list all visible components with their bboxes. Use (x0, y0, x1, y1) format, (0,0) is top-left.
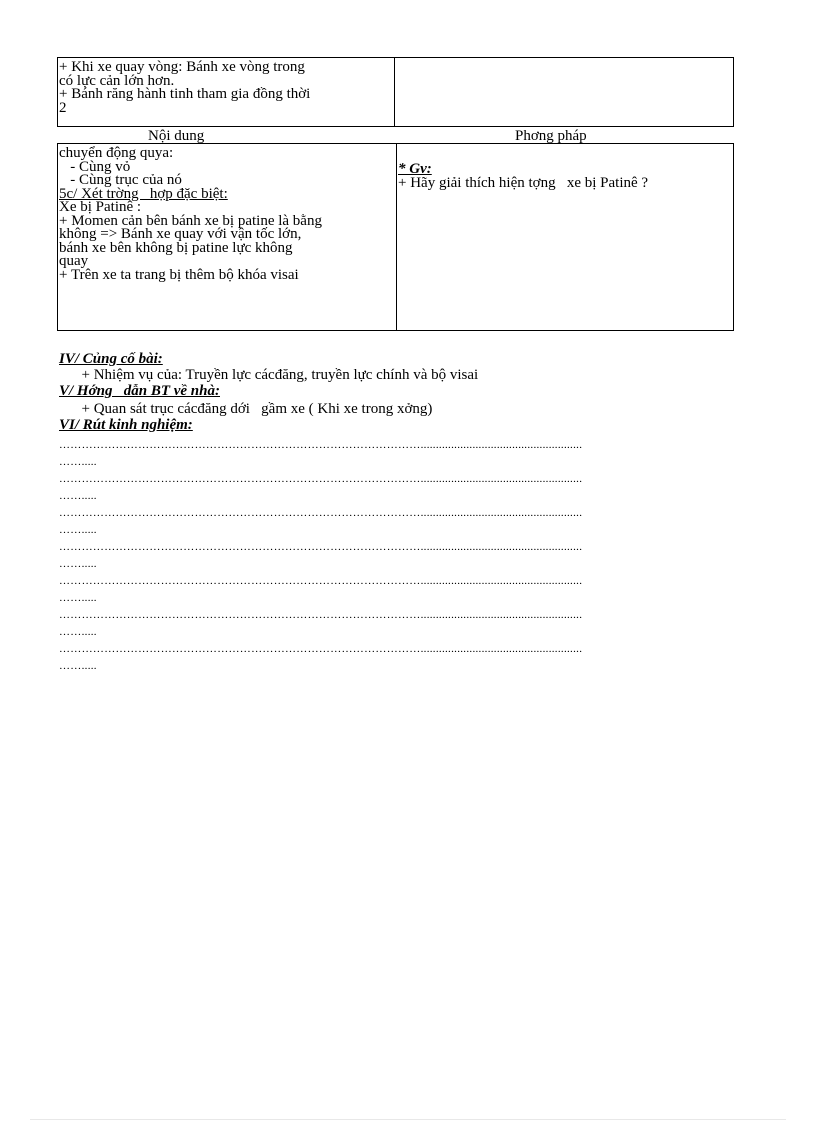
section-v-text: + Quan sát trục cácđăng dới gầm xe ( Khi xe trong xởng) (59, 401, 433, 417)
content-right-text (398, 163, 733, 190)
continuation-right-cell (395, 58, 733, 126)
content-left-cell (58, 144, 397, 330)
page-bottom-divider (30, 1119, 786, 1120)
note-line: ……………………………………………………………………………………..................................................... (59, 474, 583, 485)
note-line: ……………………………………………………………………………………..................................................... (59, 508, 583, 519)
text-line: có lực cản lớn hơn. (59, 72, 175, 89)
text-line: + Trên xe ta trang bị thêm bộ khóa visai (59, 266, 299, 283)
continuation-table (57, 57, 734, 127)
section-iv-text: + Nhiệm vụ của: Truyền lực cácđăng, truyền lực chính và bộ visai (59, 367, 479, 383)
note-line-short: ……..... (59, 559, 97, 570)
text-line: Xe bị Patinê : (59, 199, 142, 215)
note-line-short: ……..... (59, 525, 97, 536)
note-line: ……………………………………………………………………………………..................................................... (59, 542, 583, 553)
note-line-short: ……..... (59, 457, 97, 468)
note-line-short: ……..... (59, 661, 97, 672)
header-noi-dung: Nội dung (148, 128, 205, 144)
text-line: - Cùng vỏ (59, 158, 131, 175)
teacher-label: * Gv: (398, 161, 432, 177)
text-line: chuyển động quya: (59, 145, 174, 161)
note-line: ……………………………………………………………………………………..................................................... (59, 610, 583, 621)
subsection-heading: 5c/ Xét trờng hợp đặc biệt: (59, 185, 228, 202)
note-line: ……………………………………………………………………………………..................................................... (59, 644, 583, 655)
note-line: ……………………………………………………………………………………..................................................... (59, 576, 583, 587)
text-line: bánh xe bên không bị patine lực không (59, 239, 293, 256)
content-right-cell (397, 144, 733, 330)
note-line: ……………………………………………………………………………………..................................................... (59, 440, 583, 451)
content-left-text (59, 147, 396, 282)
section-vi-title: VI/ Rút kinh nghiệm: (59, 417, 193, 433)
note-line-short: ……..... (59, 627, 97, 638)
header-phuong-phap: Phơng pháp (515, 128, 587, 144)
note-line-short: ……..... (59, 491, 97, 502)
section-iv-title: IV/ Củng cố bài: (59, 351, 163, 367)
text-line: quay (59, 253, 89, 269)
text-line: 2 (59, 99, 67, 116)
text-line: - Cùng trục của nó (59, 172, 182, 188)
text-line: + Momen cản bên bánh xe bị patine là bằng (59, 212, 322, 229)
continuation-left-cell (58, 58, 395, 126)
text-line: + Bánh răng hành tinh tham gia đồng thời (59, 86, 311, 102)
text-line: + Hãy giải thích hiện tợng xe bị Patinê ? (398, 174, 649, 191)
text-line: không => Bánh xe quay với vận tốc lớn, (59, 226, 302, 242)
continuation-left-text (59, 61, 394, 115)
text-line: + Khi xe quay vòng: Bánh xe vòng trong (59, 59, 305, 75)
section-v-title: V/ Hớng dẫn BT về nhà: (59, 383, 220, 399)
content-table (57, 143, 734, 331)
note-line-short: ……..... (59, 593, 97, 604)
